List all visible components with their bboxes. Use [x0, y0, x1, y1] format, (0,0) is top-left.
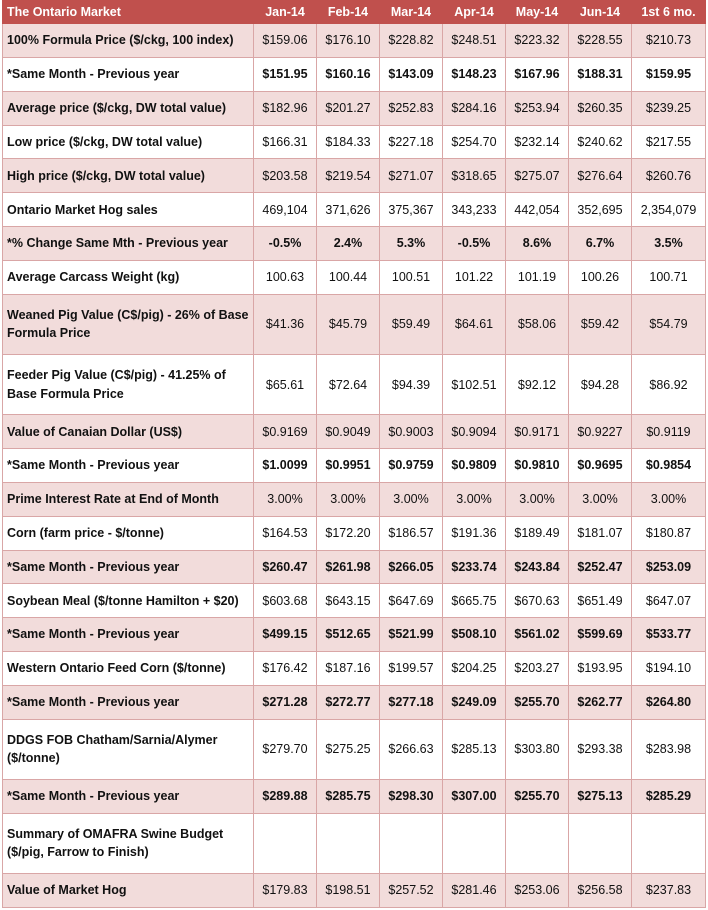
- table-cell: [632, 813, 706, 873]
- table-row: [3, 449, 706, 483]
- table-row: [3, 719, 706, 779]
- table-cell: $181.07: [569, 516, 632, 550]
- table-cell: $191.36: [443, 516, 506, 550]
- table-row: [3, 550, 706, 584]
- header-jun: Jun-14: [569, 1, 632, 24]
- row-label: Average price ($/ckg, DW total value): [3, 91, 254, 125]
- table-cell: $260.76: [632, 159, 706, 193]
- row-label: Value of Market Hog: [3, 874, 254, 908]
- table-cell: [380, 813, 443, 873]
- table-cell: $0.9094: [443, 415, 506, 449]
- header-mar: Mar-14: [380, 1, 443, 24]
- table-cell: $176.10: [317, 24, 380, 58]
- table-row: [3, 260, 706, 294]
- table-cell: $0.9759: [380, 449, 443, 483]
- table-cell: 100.71: [632, 260, 706, 294]
- table-row: [3, 125, 706, 159]
- table-row: [3, 516, 706, 550]
- table-cell: $94.28: [569, 354, 632, 414]
- table-cell: 371,626: [317, 193, 380, 227]
- table-cell: $194.10: [632, 651, 706, 685]
- table-cell: $643.15: [317, 584, 380, 618]
- table-cell: 343,233: [443, 193, 506, 227]
- row-label: Weaned Pig Value (C$/pig) - 26% of Base Formula Price: [3, 294, 254, 354]
- row-label: *Same Month - Previous year: [3, 779, 254, 813]
- table-cell: $533.77: [632, 618, 706, 652]
- table-cell: $179.83: [254, 874, 317, 908]
- table-cell: $262.77: [569, 685, 632, 719]
- table-cell: $318.65: [443, 159, 506, 193]
- table-cell: $184.33: [317, 125, 380, 159]
- row-label: *Same Month - Previous year: [3, 685, 254, 719]
- table-cell: $303.80: [506, 719, 569, 779]
- table-cell: $275.13: [569, 779, 632, 813]
- table-cell: $253.06: [506, 874, 569, 908]
- table-cell: $260.35: [569, 91, 632, 125]
- row-label: Corn (farm price - $/tonne): [3, 516, 254, 550]
- table-cell: $227.18: [380, 125, 443, 159]
- table-cell: $289.88: [254, 779, 317, 813]
- table-cell: 3.00%: [317, 482, 380, 516]
- table-cell: $86.92: [632, 354, 706, 414]
- table-cell: 3.00%: [569, 482, 632, 516]
- table-row: [3, 354, 706, 414]
- table-cell: $508.10: [443, 618, 506, 652]
- table-row: [3, 874, 706, 908]
- table-cell: $94.39: [380, 354, 443, 414]
- table-cell: $240.62: [569, 125, 632, 159]
- table-cell: $252.47: [569, 550, 632, 584]
- table-cell: $521.99: [380, 618, 443, 652]
- table-cell: $275.07: [506, 159, 569, 193]
- table-row: [3, 415, 706, 449]
- table-cell: $164.53: [254, 516, 317, 550]
- row-label: Average Carcass Weight (kg): [3, 260, 254, 294]
- row-label: *% Change Same Mth - Previous year: [3, 227, 254, 261]
- table-cell: 3.00%: [443, 482, 506, 516]
- table-cell: [569, 813, 632, 873]
- row-label: *Same Month - Previous year: [3, 618, 254, 652]
- table-cell: $603.68: [254, 584, 317, 618]
- table-cell: 2,354,079: [632, 193, 706, 227]
- table-header-row: [3, 1, 706, 24]
- table-row: [3, 584, 706, 618]
- table-cell: $266.63: [380, 719, 443, 779]
- table-cell: $266.05: [380, 550, 443, 584]
- table-cell: $166.31: [254, 125, 317, 159]
- row-label: DDGS FOB Chatham/Sarnia/Alymer ($/tonne): [3, 719, 254, 779]
- row-label: Soybean Meal ($/tonne Hamilton + $20): [3, 584, 254, 618]
- row-label: Summary of OMAFRA Swine Budget ($/pig, Farrow to Finish): [3, 813, 254, 873]
- row-label: Western Ontario Feed Corn ($/tonne): [3, 651, 254, 685]
- table-row: [3, 227, 706, 261]
- table-cell: $253.94: [506, 91, 569, 125]
- table-cell: $59.49: [380, 294, 443, 354]
- table-cell: $298.30: [380, 779, 443, 813]
- table-cell: $65.61: [254, 354, 317, 414]
- table-cell: $264.80: [632, 685, 706, 719]
- table-cell: $665.75: [443, 584, 506, 618]
- table-cell: $271.28: [254, 685, 317, 719]
- table-cell: $232.14: [506, 125, 569, 159]
- table-cell: $102.51: [443, 354, 506, 414]
- table-row: [3, 651, 706, 685]
- table-cell: $0.9810: [506, 449, 569, 483]
- table-cell: $193.95: [569, 651, 632, 685]
- table-cell: $279.70: [254, 719, 317, 779]
- row-label: 100% Formula Price ($/ckg, 100 index): [3, 24, 254, 58]
- table-row: [3, 24, 706, 58]
- table-cell: [317, 813, 380, 873]
- table-cell: $58.06: [506, 294, 569, 354]
- header-first-six-months: 1st 6 mo.: [632, 1, 706, 24]
- table-cell: $271.07: [380, 159, 443, 193]
- table-cell: 469,104: [254, 193, 317, 227]
- row-label: Prime Interest Rate at End of Month: [3, 482, 254, 516]
- table-cell: $228.82: [380, 24, 443, 58]
- table-cell: $159.06: [254, 24, 317, 58]
- table-row: [3, 294, 706, 354]
- table-cell: 3.00%: [632, 482, 706, 516]
- table-cell: -0.5%: [254, 227, 317, 261]
- table-cell: $261.98: [317, 550, 380, 584]
- table-cell: 3.00%: [380, 482, 443, 516]
- table-cell: $0.9169: [254, 415, 317, 449]
- table-cell: $148.23: [443, 57, 506, 91]
- table-cell: $283.98: [632, 719, 706, 779]
- table-cell: $272.77: [317, 685, 380, 719]
- table-cell: $203.27: [506, 651, 569, 685]
- table-cell: 352,695: [569, 193, 632, 227]
- table-cell: $92.12: [506, 354, 569, 414]
- table-cell: $285.13: [443, 719, 506, 779]
- header-apr: Apr-14: [443, 1, 506, 24]
- table-cell: 375,367: [380, 193, 443, 227]
- table-cell: $199.57: [380, 651, 443, 685]
- table-body: [3, 24, 706, 908]
- table-cell: $143.09: [380, 57, 443, 91]
- table-cell: 100.63: [254, 260, 317, 294]
- table-cell: $180.87: [632, 516, 706, 550]
- table-cell: $223.32: [506, 24, 569, 58]
- table-cell: 100.26: [569, 260, 632, 294]
- table-row: [3, 193, 706, 227]
- table-cell: 8.6%: [506, 227, 569, 261]
- table-cell: 100.44: [317, 260, 380, 294]
- table-cell: $512.65: [317, 618, 380, 652]
- table-cell: $647.69: [380, 584, 443, 618]
- table-cell: $187.16: [317, 651, 380, 685]
- table-row: [3, 779, 706, 813]
- table-cell: 3.00%: [506, 482, 569, 516]
- table-cell: $159.95: [632, 57, 706, 91]
- table-cell: $45.79: [317, 294, 380, 354]
- table-cell: $0.9695: [569, 449, 632, 483]
- table-cell: $249.09: [443, 685, 506, 719]
- table-cell: 101.19: [506, 260, 569, 294]
- table-cell: $219.54: [317, 159, 380, 193]
- row-label: Low price ($/ckg, DW total value): [3, 125, 254, 159]
- row-label: *Same Month - Previous year: [3, 550, 254, 584]
- table-cell: 5.3%: [380, 227, 443, 261]
- table-cell: $72.64: [317, 354, 380, 414]
- table-cell: $254.70: [443, 125, 506, 159]
- table-cell: $253.09: [632, 550, 706, 584]
- table-cell: $284.16: [443, 91, 506, 125]
- table-row: [3, 159, 706, 193]
- table-cell: $275.25: [317, 719, 380, 779]
- table-cell: 442,054: [506, 193, 569, 227]
- table-cell: $647.07: [632, 584, 706, 618]
- table-cell: 2.4%: [317, 227, 380, 261]
- table-cell: $176.42: [254, 651, 317, 685]
- row-label: Feeder Pig Value (C$/pig) - 41.25% of Base Formula Price: [3, 354, 254, 414]
- table-cell: $499.15: [254, 618, 317, 652]
- table-cell: $0.9854: [632, 449, 706, 483]
- table-cell: $151.95: [254, 57, 317, 91]
- table-cell: $256.58: [569, 874, 632, 908]
- table-cell: $217.55: [632, 125, 706, 159]
- table-cell: $257.52: [380, 874, 443, 908]
- table-cell: $293.38: [569, 719, 632, 779]
- row-label: Value of Canaian Dollar (US$): [3, 415, 254, 449]
- table-cell: $204.25: [443, 651, 506, 685]
- table-cell: 6.7%: [569, 227, 632, 261]
- table-cell: $0.9119: [632, 415, 706, 449]
- table-cell: 3.00%: [254, 482, 317, 516]
- table-cell: $237.83: [632, 874, 706, 908]
- table-row: [3, 57, 706, 91]
- header-feb: Feb-14: [317, 1, 380, 24]
- table-cell: $281.46: [443, 874, 506, 908]
- table-cell: $307.00: [443, 779, 506, 813]
- table-cell: $255.70: [506, 685, 569, 719]
- table-cell: $599.69: [569, 618, 632, 652]
- table-cell: [443, 813, 506, 873]
- table-cell: $277.18: [380, 685, 443, 719]
- table-row: [3, 685, 706, 719]
- table-cell: $239.25: [632, 91, 706, 125]
- table-cell: 3.5%: [632, 227, 706, 261]
- table-cell: $59.42: [569, 294, 632, 354]
- table-row: [3, 618, 706, 652]
- table-row: [3, 813, 706, 873]
- table-cell: $243.84: [506, 550, 569, 584]
- table-cell: $260.47: [254, 550, 317, 584]
- header-may: May-14: [506, 1, 569, 24]
- table-cell: $41.36: [254, 294, 317, 354]
- row-label: *Same Month - Previous year: [3, 57, 254, 91]
- row-label: High price ($/ckg, DW total value): [3, 159, 254, 193]
- table-cell: $210.73: [632, 24, 706, 58]
- table-cell: $198.51: [317, 874, 380, 908]
- row-label: *Same Month - Previous year: [3, 449, 254, 483]
- table-row: [3, 91, 706, 125]
- table-cell: $0.9809: [443, 449, 506, 483]
- table-cell: $189.49: [506, 516, 569, 550]
- table-cell: $651.49: [569, 584, 632, 618]
- row-label: Ontario Market Hog sales: [3, 193, 254, 227]
- table-cell: [506, 813, 569, 873]
- table-cell: $252.83: [380, 91, 443, 125]
- table-cell: $285.29: [632, 779, 706, 813]
- table-cell: $276.64: [569, 159, 632, 193]
- table-cell: $0.9003: [380, 415, 443, 449]
- table-cell: $255.70: [506, 779, 569, 813]
- table-cell: $201.27: [317, 91, 380, 125]
- table-cell: $188.31: [569, 57, 632, 91]
- table-cell: $1.0099: [254, 449, 317, 483]
- table-cell: $167.96: [506, 57, 569, 91]
- table-cell: 101.22: [443, 260, 506, 294]
- header-label: The Ontario Market: [3, 1, 254, 24]
- header-jan: Jan-14: [254, 1, 317, 24]
- table-cell: $0.9227: [569, 415, 632, 449]
- table-cell: $54.79: [632, 294, 706, 354]
- table-cell: $203.58: [254, 159, 317, 193]
- table-cell: $285.75: [317, 779, 380, 813]
- ontario-market-table: [2, 0, 706, 908]
- table-row: [3, 482, 706, 516]
- table-cell: $233.74: [443, 550, 506, 584]
- table-cell: $670.63: [506, 584, 569, 618]
- table-cell: -0.5%: [443, 227, 506, 261]
- table-cell: [254, 813, 317, 873]
- table-cell: $248.51: [443, 24, 506, 58]
- table-cell: $0.9951: [317, 449, 380, 483]
- table-cell: $0.9171: [506, 415, 569, 449]
- table-cell: $0.9049: [317, 415, 380, 449]
- table-cell: $182.96: [254, 91, 317, 125]
- table-cell: $561.02: [506, 618, 569, 652]
- table-cell: $172.20: [317, 516, 380, 550]
- table-cell: $186.57: [380, 516, 443, 550]
- table-cell: 100.51: [380, 260, 443, 294]
- table-cell: $64.61: [443, 294, 506, 354]
- table-cell: $160.16: [317, 57, 380, 91]
- table-cell: $228.55: [569, 24, 632, 58]
